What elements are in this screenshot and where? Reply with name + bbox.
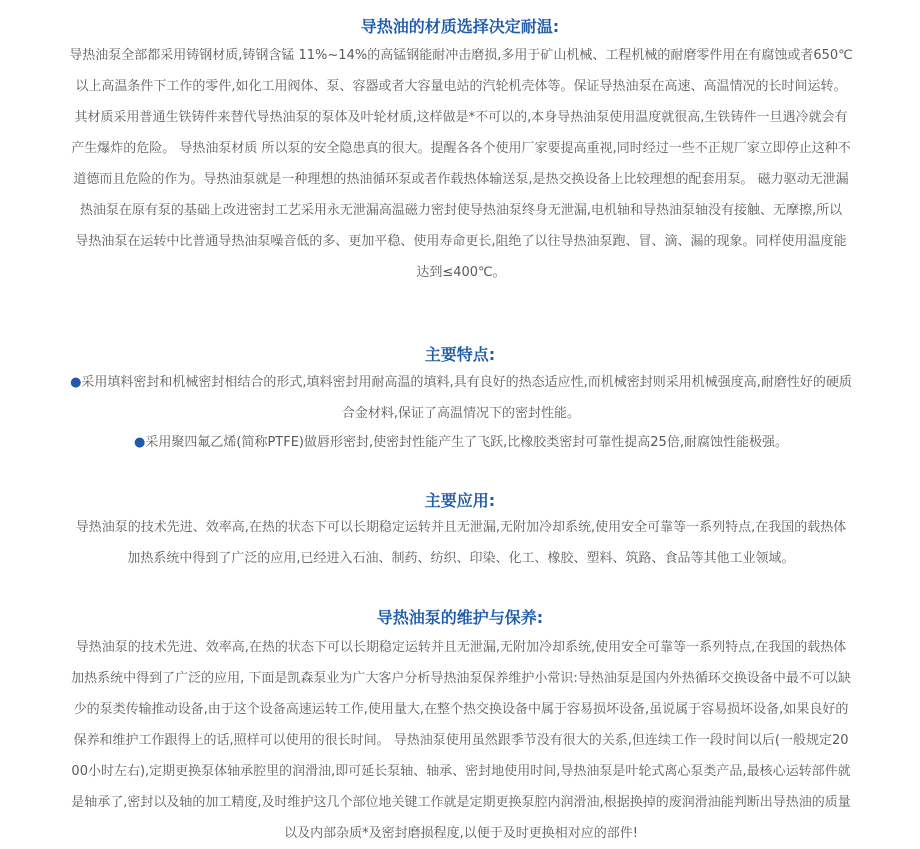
feature-item-1-line-1: 采用填料密封和机械密封相结合的形式,填料密封用耐高温的填料,具有良好的热态适应性,而机械密封则采用机械强度高,耐磨性好的硬质 bbox=[81, 375, 852, 390]
text-line: 导热油泵全部都采用铸钢材质,铸钢含锰 11%~14%的高锰钢能耐冲击磨损,多用于矿山机械、工程机械的耐磨零件用在有腐蚀或者650℃ bbox=[69, 48, 853, 63]
feature-item-1 bbox=[38, 367, 884, 429]
feature-item-2 bbox=[38, 427, 884, 458]
text-line: 是轴承了,密封以及轴的加工精度,及时维护这几个部位地关键工作就是定期更换泵腔内润滑油,根据换掉的废润滑油能判断出导热油的质量 bbox=[71, 795, 851, 810]
text-line: 合金材料,保证了高温情况下的密封性能。 bbox=[341, 406, 581, 421]
text-line: 以及内部杂质*及密封磨损程度,以便于及时更换相对应的部件! bbox=[284, 826, 638, 841]
paragraph-applications bbox=[38, 512, 884, 574]
section-title-features: 主要特点: bbox=[424, 345, 496, 364]
text-line: 保养和维护工作跟得上的话,照样可以使用的很长时间。 导热油泵使用虽然跟季节没有很大的关系,但连续工作一段时间以后(一般规定20 bbox=[73, 733, 849, 748]
text-line: 热油泵在原有泵的基础上改进密封工艺采用永无泄漏高温磁力密封使导热油泵终身无泄漏,电机轴和导热油泵轴没有接触、无摩擦,所以 bbox=[79, 203, 843, 218]
section-title-maintenance: 导热油泵的维护与保养: bbox=[376, 608, 544, 627]
text-line: 产生爆炸的危险。 导热油泵材质 所以泵的安全隐患真的很大。提醒各各个使用厂家要提高重视,同时经过一些不正规厂家立即停止这种不 bbox=[71, 141, 851, 156]
text-line: 导热油泵在运转中比普通导热油泵噪音低的多、更加平稳、使用寿命更长,阻绝了以往导热油泵跑、冒、滴、漏的现象。同样使用温度能 bbox=[75, 234, 847, 249]
text-line: 加热系统中得到了广泛的应用, 下面是凯森泵业为广大客户分析导热油泵保养维护小常识:导热油泵是国内外热循环交换设备中最不可以缺 bbox=[71, 671, 851, 686]
text-line: 达到≤400℃。 bbox=[416, 265, 506, 280]
text-line: 其材质采用普通生铁铸件来替代导热油泵的泵体及叶轮材质,这样做是*不可以的,本身导热油泵使用温度就很高,生铁铸件一旦遇冷就会有 bbox=[74, 110, 848, 125]
paragraph-maintenance bbox=[38, 632, 884, 849]
text-line: 加热系统中得到了广泛的应用,已经进入石油、制药、纺织、印染、化工、橡胶、塑料、筑路、食品等其他工业领域。 bbox=[127, 551, 795, 566]
text-line: 00小时左右),定期更换泵体轴承腔里的润滑油,即可延长泵轴、轴承、密封地使用时间,导热油泵是叶轮式离心泵类产品,最核心运转部件就 bbox=[71, 764, 851, 779]
text-line: 导热油泵的技术先进、效率高,在热的状态下可以长期稳定运转并且无泄漏,无附加冷却系统,使用安全可靠等一系列特点,在我国的载热体 bbox=[75, 640, 847, 655]
paragraph-material bbox=[38, 40, 884, 288]
bullet-icon: ● bbox=[134, 435, 146, 450]
text-line: 少的泵类传输推动设备,由于这个设备高速运转工作,使用量大,在整个热交换设备中属于容易损坏设备,虽说属于容易损坏设备,如果良好的 bbox=[73, 702, 849, 717]
section-title-material: 导热油的材质选择决定耐温: bbox=[360, 17, 560, 36]
text-line: 道德而且危险的作为。导热油泵就是一种理想的热油循环泵或者作载热体输送泵,是热交换设备上比较理想的配套用泵。 磁力驱动无泄漏 bbox=[73, 172, 849, 187]
text-line bbox=[38, 427, 884, 458]
text-line: 以上高温条件下工作的零件,如化工用阀体、泵、容器或者大容量电站的汽轮机壳体等。保证导热油泵在高速、高温情况的长时间运转。 bbox=[75, 79, 847, 94]
text-line bbox=[38, 367, 884, 398]
text-line: 导热油泵的技术先进、效率高,在热的状态下可以长期稳定运转并且无泄漏,无附加冷却系统,使用安全可靠等一系列特点,在我国的载热体 bbox=[75, 520, 847, 535]
feature-item-2-line-1: 采用聚四氟乙烯(简称PTFE)做唇形密封,使密封性能产生了飞跃,比橡胶类密封可靠性提高25倍,耐腐蚀性能极强。 bbox=[145, 435, 788, 450]
section-title-applications: 主要应用: bbox=[424, 491, 496, 510]
bullet-icon: ● bbox=[70, 375, 82, 390]
